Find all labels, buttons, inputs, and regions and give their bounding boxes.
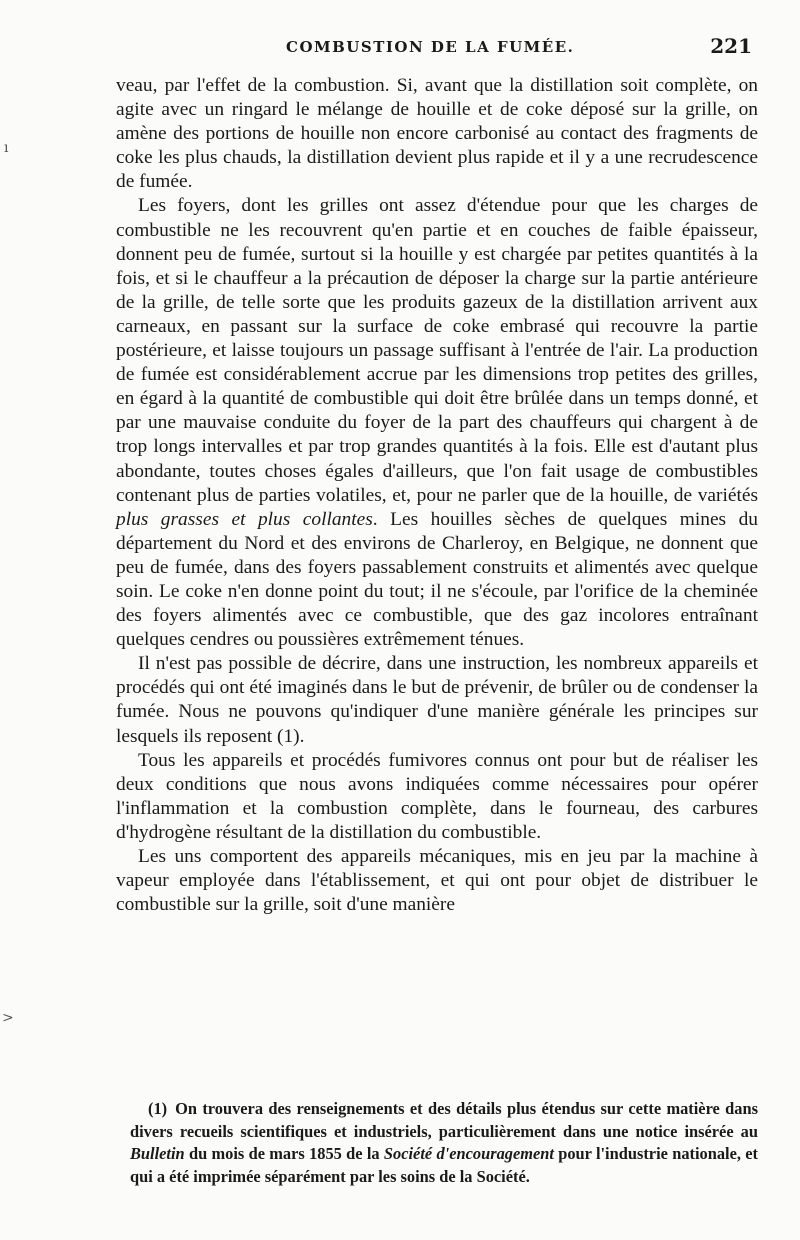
paragraph xyxy=(116,194,758,652)
paragraph xyxy=(116,749,758,845)
running-title: COMBUSTION DE LA FUMÉE. xyxy=(286,38,575,56)
body-text xyxy=(116,74,758,917)
page-number: 221 xyxy=(710,34,752,58)
paragraph xyxy=(116,845,758,917)
footnote xyxy=(130,1098,758,1188)
paragraph xyxy=(116,652,758,748)
paragraph xyxy=(116,74,758,194)
text-run: Il n'est pas possible de décrire, dans une instruction, les nombreux appareils et procédés qui ont été imaginés dans le but de prévenir, de brûler ou de condenser la fumée. Nous ne pouvons qu'indiquer d'une manière générale les principes sur lesquels ils reposent (1). xyxy=(116,653,758,747)
text-run: Les foyers, dont les grilles ont assez d'étendue pour que les charges de combustible ne les recouvrent qu'en partie et en couches de faible épaisseur, donnent peu de fumée, surtout si la houille y est chargée par petites quantités à la fois, et si le chauffeur a la précaution de déposer la charge sur la partie antérieure de la grille, de telle sorte que les produits gazeux de la distillation arrivent aux carneaux, en passant sur la surface de coke embrasé qui recouvre la partie postérieure, et laisse toujours un passage suffisant à l'entrée de l'air. La production de fumée est considérablement accrue par les dimensions trop petites des grilles, en égard à la quantité de combustible qui doit être brûlée dans un temps donné, et par une mauvaise conduite du foyer de la part des chauffeurs qui chargent à de trop longs intervalles et par trop grandes quantités à la fois. Elle est d'autant plus abondante, toutes choses égales d'ailleurs, que l'on fait usage de combustibles contenant plus de parties volatiles, et, pour ne parler que de la houille, de variétés xyxy=(116,195,758,506)
footnote-mark: (1) xyxy=(148,1099,168,1118)
text-run: Tous les appareils et procédés fumivores connus ont pour but de réaliser les deux conditions que nous avons indiquées comme nécessaires pour opérer l'inflammation et la combustion complète, dans le fourneau, des carbures d'hydrogène résultant de la distillation du combustible. xyxy=(116,749,758,843)
text-run: du mois de mars 1855 de la xyxy=(184,1144,384,1163)
text-run: Les uns comportent des appareils mécaniques, mis en jeu par la machine à vapeur employée dans l'établissement, et qui ont pour objet de distribuer le combustible sur la grille, soit d'une manière xyxy=(116,846,758,916)
page-header xyxy=(116,34,760,64)
footnote-content xyxy=(130,1099,758,1186)
margin-arrow-mark: > xyxy=(2,1010,14,1026)
italic-text-run: Société d'encouragement xyxy=(383,1144,554,1163)
margin-tick-mark: ı xyxy=(4,140,9,156)
text-run: . Les houilles sèches de quelques mines du département du Nord et des environs de Charleroy, en Belgique, ne donnent que peu de fumée, dans des foyers passablement construits et alimentés avec quelque soin. Le coke n'en donne point du tout; il ne s'écoule, par l'orifice de la cheminée des foyers alimentés avec ce combustible, que des gaz incolores entraînant quelques cendres ou poussières extrêmement ténues. xyxy=(116,508,758,651)
italic-text-run: Bulletin xyxy=(130,1144,185,1163)
text-run: On trouvera des renseignements et des détails plus étendus sur cette matière dans divers recueils scientifiques et industriels, particulièrement dans une notice insérée au xyxy=(130,1099,758,1141)
text-run: veau, par l'effet de la combustion. Si, avant que la distillation soit complète, on agite avec un ringard le mélange de houille et de coke déposé sur la grille, on amène des portions de houille non encore carbonisé au contact des fragments de coke les plus chauds, la distillation devient plus rapide et il y a une recrudescence de fumée. xyxy=(116,75,758,193)
italic-text-run: plus grasses et plus collantes xyxy=(116,508,373,530)
text-run: pour l'industrie nationale, et qui a été imprimée séparément par les soins de la Société. xyxy=(130,1144,758,1186)
